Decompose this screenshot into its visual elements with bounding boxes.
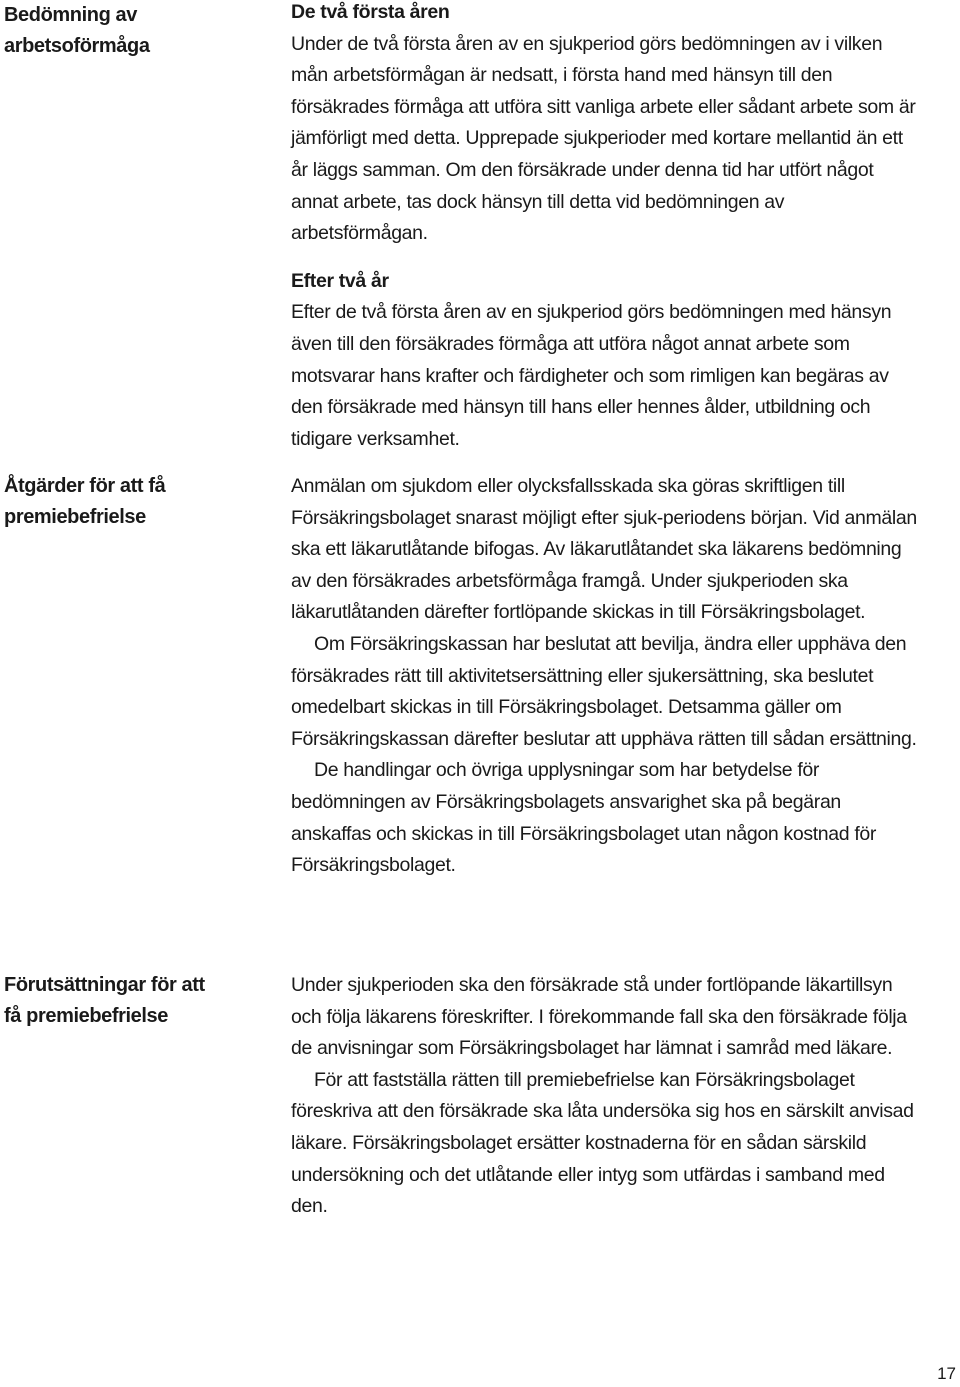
subheading-efter-tva-ar: Efter två år xyxy=(291,269,389,292)
paragraph-efter-tva-ar: Efter de två första åren av en sjukperiod görs bedömningen med hänsyn även till den försäkrades förmåga att utföra något annat arbete som motsvarar hans krafter och färdigheter och som rimligen kan begäras av den försäkrade med hänsyn till hans eller hennes ålder, utbildning och tidigare verksamhet. xyxy=(291,301,892,450)
section-atgarder xyxy=(291,471,921,882)
heading-atgarder-for-premiebefrielse: Åtgärder för att få premiebefrielse xyxy=(4,475,166,528)
paragraph-de-tva-forsta-aren: Under de två första åren av en sjukperiod görs bedömningen av i vilken mån arbetsförmågan är nedsatt, i första hand med hänsyn till den försäkrades förmåga att utföra sitt vanliga arbete eller sådant arbete som är jämförligt med detta. Upprepade sjukperioder med kortare mellantid än ett år läggs samman. Om den försäkrade under denna tid har utfört något annat arbete, tas dock hänsyn till detta vid bedömningen av arbetsförmågan. xyxy=(291,32,916,245)
page-number: 17 xyxy=(937,1364,956,1383)
paragraph-anmalan: Anmälan om sjukdom eller olycksfallsskada ska göras skriftligen till Försäkringsbolaget snarast möjligt efter sjuk-periodens början. Vid anmälan ska ett läkarutlåtande bifogas. Av läkarutlåtandet ska läkarens bedömning av den försäkrades arbetsförmåga framgå. Under sjukperioden ska läkarutlåtanden därefter fortlöpande skickas in till Försäkringsbolaget. xyxy=(291,475,917,624)
paragraph-lakartillsyn: Under sjukperioden ska den försäkrade stå under fortlöpande läkartillsyn och följa läkarens föreskrifter. I förekommande fall ska den försäkrade följa de anvisningar som Försäkringsbolaget har lämnat i samråd med läkare. xyxy=(291,974,907,1060)
section-forutsattningar xyxy=(291,970,921,1223)
paragraph-sarskild-undersokning: För att fastställa rätten till premiebefrielse kan Försäkringsbolaget föreskriva att den försäkrade ska låta undersöka sig hos en särskilt anvisad läkare. Försäkringsbolaget ersätter kostnaderna för en sådan särskild undersökning och det utlåtande eller intyg som utfärdas i samband med den. xyxy=(291,1068,914,1218)
section-bedomning xyxy=(291,0,921,455)
subheading-de-tva-forsta-aren: De två första åren xyxy=(291,1,450,23)
heading-bedomning-av-arbetsoformaga: Bedömning av arbetsoförmåga xyxy=(4,4,150,57)
heading-forutsattningar-for-premiebefrielse: Förutsättningar för att få premiebefrielse xyxy=(4,974,205,1027)
paragraph-handlingar: De handlingar och övriga upplysningar som har betydelse för bedömningen av Försäkringsbolagets ansvarighet ska på begäran anskaffas och skickas in till Försäkringsbolaget utan någon kostnad för Försäkringsbolaget. xyxy=(291,759,877,877)
paragraph-forsakringskassan: Om Försäkringskassan har beslutat att bevilja, ändra eller upphäva den försäkrades rätt till aktivitetsersättning eller sjukersättning, ska beslutet omedelbart skickas in till Försäkringsbolaget. Detsamma gäller om Försäkringskassan därefter beslutar att upphäva rätten till sådan ersättning. xyxy=(291,632,917,750)
